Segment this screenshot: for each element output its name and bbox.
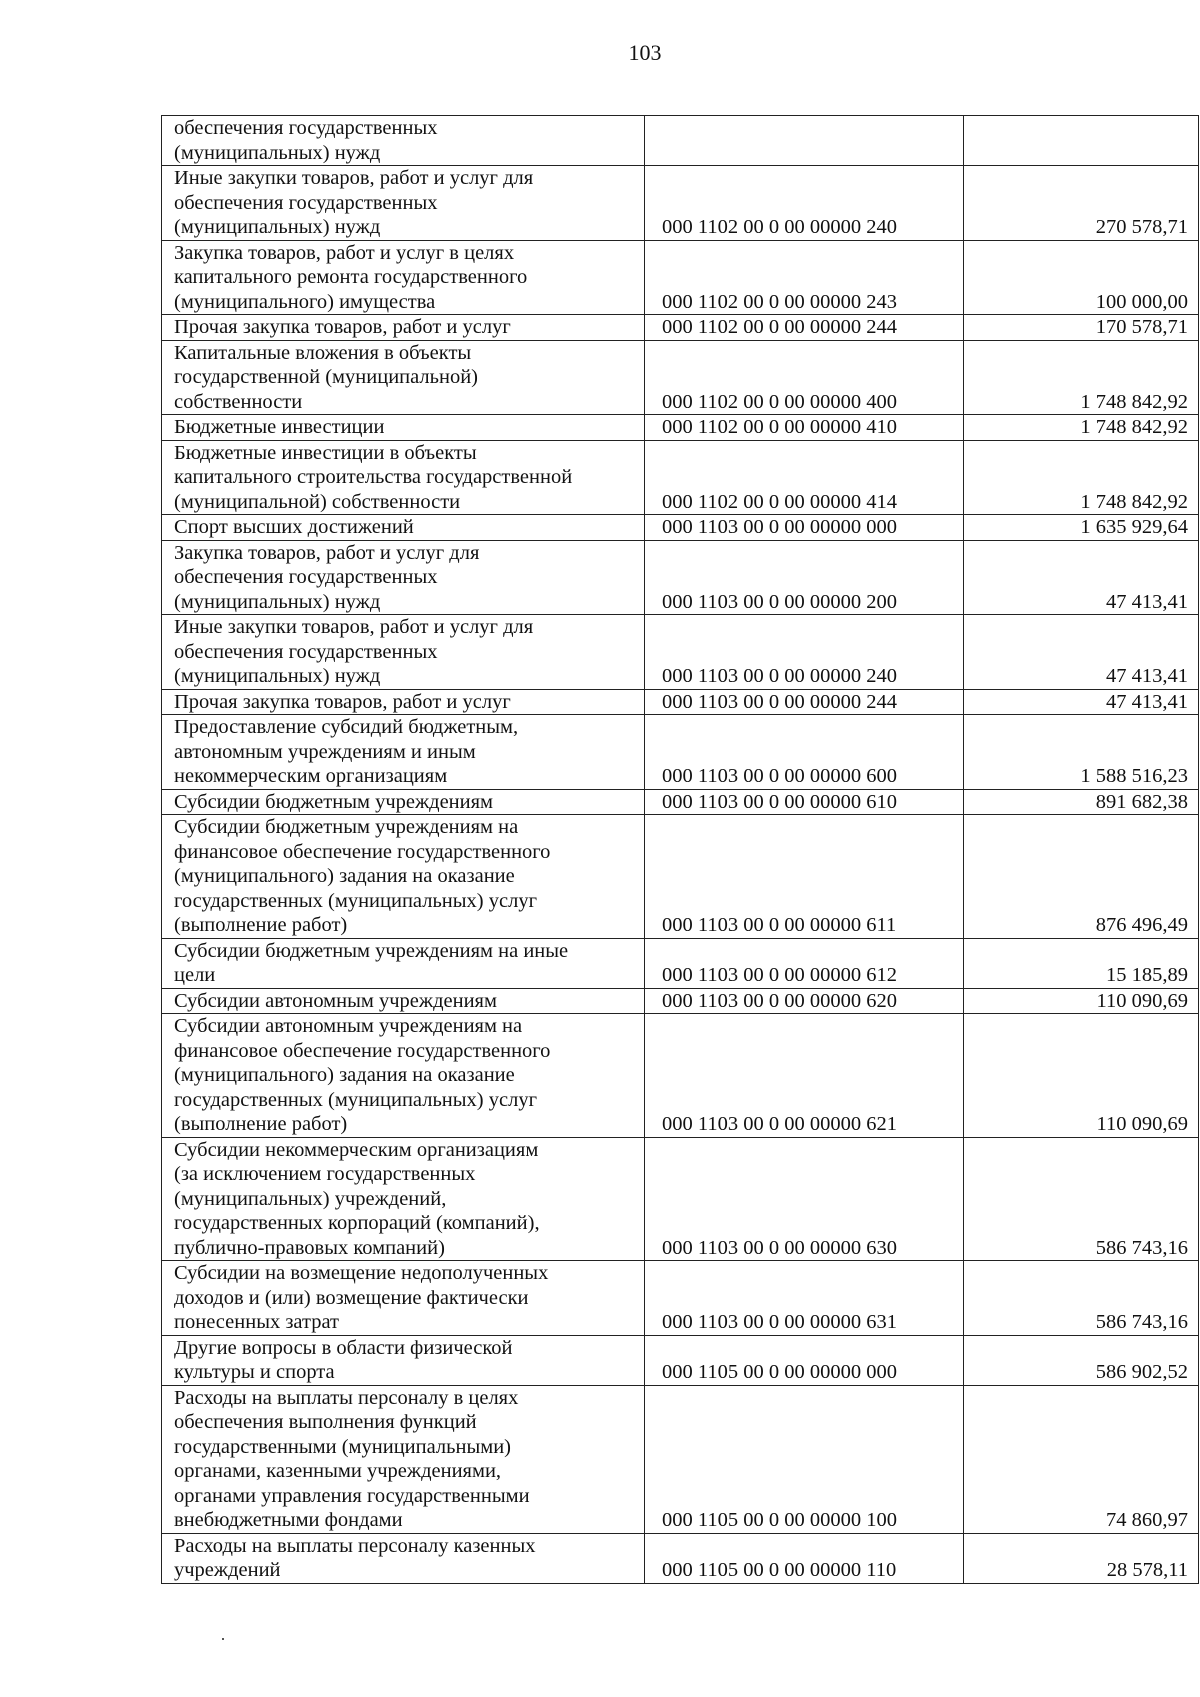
budget-table [161, 115, 1199, 1584]
expense-name-line: Другие вопросы в области физической [174, 1336, 513, 1359]
expense-name-line: государственных (муниципальных) услуг [174, 889, 537, 912]
expense-name-line: обеспечения государственных [174, 566, 438, 588]
expense-name-line: Бюджетные инвестиции в объекты [174, 441, 477, 464]
expense-name-cell [162, 540, 645, 615]
expense-name-line: государственных корпораций (компаний), [174, 1212, 540, 1234]
expense-name-cell [162, 715, 645, 790]
amount-cell: 110 090,69 [964, 1014, 1199, 1138]
amount-cell: 15 185,89 [964, 938, 1199, 988]
table-row [162, 1014, 1199, 1138]
expense-name-line: Спорт высших достижений [174, 516, 414, 538]
expense-name-cell [162, 116, 645, 166]
expense-name-cell [162, 1335, 645, 1385]
budget-code-cell: 000 1102 00 0 00 00000 414 [645, 440, 964, 515]
amount-cell: 1 588 516,23 [964, 715, 1199, 790]
expense-name-line: автономным учреждениям и иным [174, 740, 476, 763]
expense-name-line: собственности [174, 390, 303, 413]
table-row [162, 1533, 1199, 1583]
expense-name-line: обеспечения государственных [174, 640, 438, 663]
expense-name-line: (муниципального) имущества [174, 290, 436, 313]
expense-name-cell [162, 240, 645, 315]
expense-name-line: (выполнение работ) [174, 914, 348, 936]
amount-cell: 74 860,97 [964, 1385, 1199, 1533]
amount-cell: 170 578,71 [964, 315, 1199, 341]
expense-name-line: Прочая закупка товаров, работ и услуг [174, 690, 511, 713]
expense-name-line: Закупка товаров, работ и услуг для [174, 541, 480, 564]
expense-name-line: (муниципальных) нужд [174, 665, 381, 687]
amount-cell: 586 743,16 [964, 1137, 1199, 1261]
expense-name-cell [162, 815, 645, 939]
budget-code-cell: 000 1105 00 0 00 00000 110 [645, 1533, 964, 1583]
amount-cell: 1 748 842,92 [964, 415, 1199, 441]
budget-code-cell: 000 1103 00 0 00 00000 000 [645, 515, 964, 541]
expense-name-line: публично-правовых компаний) [174, 1236, 445, 1259]
amount-cell: 47 413,41 [964, 689, 1199, 715]
expense-name-line: Субсидии бюджетным учреждениям [174, 790, 494, 813]
page-number: 103 [628, 40, 662, 65]
expense-name-line: Закупка товаров, работ и услуг в целях [174, 241, 515, 264]
expense-name-cell [162, 938, 645, 988]
expense-name-cell [162, 440, 645, 515]
expense-name-line: доходов и (или) возмещение фактически [174, 1286, 529, 1309]
expense-name-line: органами управления государственными [174, 1484, 530, 1507]
expense-name-line: Расходы на выплаты персоналу казенных [174, 1534, 536, 1557]
expense-name-line: обеспечения выполнения функций [174, 1411, 477, 1433]
expense-name-line: понесенных затрат [174, 1311, 339, 1333]
expense-name-line: Иные закупки товаров, работ и услуг для [174, 616, 534, 638]
table-row [162, 1335, 1199, 1385]
expense-name-cell [162, 1261, 645, 1336]
amount-cell: 1 635 929,64 [964, 515, 1199, 541]
expense-name-line: Предоставление субсидий бюджетным, [174, 716, 519, 738]
expense-name-cell [162, 1385, 645, 1533]
expense-name-cell [162, 1014, 645, 1138]
table-row [162, 540, 1199, 615]
expense-name-line: финансовое обеспечение государственного [174, 1039, 551, 1062]
expense-name-line: (муниципальных) нужд [174, 216, 381, 238]
budget-code-cell: 000 1103 00 0 00 00000 600 [645, 715, 964, 790]
expense-name-line: Расходы на выплаты персоналу в целях [174, 1386, 519, 1409]
expense-name-line: цели [174, 964, 216, 986]
budget-code-cell: 000 1105 00 0 00 00000 000 [645, 1335, 964, 1385]
expense-name-line: государственной (муниципальной) [174, 366, 479, 388]
table-row [162, 240, 1199, 315]
expense-name-line: обеспечения государственных [174, 117, 438, 139]
budget-code-cell: 000 1103 00 0 00 00000 630 [645, 1137, 964, 1261]
table-row [162, 340, 1199, 415]
table-row [162, 166, 1199, 241]
table-row [162, 789, 1199, 815]
expense-name-line: (муниципальной) собственности [174, 490, 461, 513]
amount-cell: 586 902,52 [964, 1335, 1199, 1385]
expense-name-line: финансовое обеспечение государственного [174, 840, 551, 863]
table-row [162, 415, 1199, 441]
table-row [162, 515, 1199, 541]
budget-code-cell: 000 1103 00 0 00 00000 200 [645, 540, 964, 615]
table-row [162, 689, 1199, 715]
expense-name-line: (за исключением государственных [174, 1163, 476, 1185]
table-row [162, 315, 1199, 341]
budget-code-cell: 000 1103 00 0 00 00000 620 [645, 988, 964, 1014]
expense-name-line: капитального строительства государственной [174, 466, 573, 488]
expense-name-line: (муниципальных) нужд [174, 590, 381, 613]
budget-code-cell: 000 1103 00 0 00 00000 631 [645, 1261, 964, 1336]
table-row [162, 815, 1199, 939]
budget-code-cell: 000 1102 00 0 00 00000 240 [645, 166, 964, 241]
expense-name-line: Субсидии бюджетным учреждениям на иные [174, 939, 569, 962]
table-body [162, 116, 1199, 1584]
expense-name-line: Субсидии автономным учреждениям [174, 989, 497, 1012]
budget-code-cell: 000 1103 00 0 00 00000 612 [645, 938, 964, 988]
budget-code-cell: 000 1103 00 0 00 00000 621 [645, 1014, 964, 1138]
amount-cell: 270 578,71 [964, 166, 1199, 241]
expense-name-line: некоммерческим организациям [174, 765, 448, 787]
amount-cell [964, 116, 1199, 166]
budget-code-cell: 000 1102 00 0 00 00000 243 [645, 240, 964, 315]
expense-name-cell [162, 1533, 645, 1583]
budget-code-cell: 000 1102 00 0 00 00000 410 [645, 415, 964, 441]
expense-name-cell [162, 415, 645, 441]
expense-name-cell [162, 689, 645, 715]
expense-name-line: Субсидии на возмещение недополученных [174, 1262, 549, 1284]
table-row [162, 440, 1199, 515]
budget-code-cell [645, 116, 964, 166]
expense-name-line: органами, казенными учреждениями, [174, 1460, 502, 1482]
amount-cell: 1 748 842,92 [964, 340, 1199, 415]
expense-name-line: Субсидии автономным учреждениям на [174, 1015, 523, 1037]
scan-speck [222, 1638, 224, 1640]
budget-code-cell: 000 1102 00 0 00 00000 244 [645, 315, 964, 341]
amount-cell: 47 413,41 [964, 615, 1199, 690]
expense-name-cell [162, 166, 645, 241]
expense-name-cell [162, 1137, 645, 1261]
table-row [162, 1137, 1199, 1261]
expense-name-line: (муниципальных) нужд [174, 141, 381, 164]
expense-name-line: (муниципального) задания на оказание [174, 865, 515, 887]
amount-cell: 110 090,69 [964, 988, 1199, 1014]
expense-name-cell [162, 340, 645, 415]
expense-name-line: (муниципального) задания на оказание [174, 1064, 515, 1086]
expense-name-line: учреждений [174, 1559, 281, 1581]
table-row [162, 615, 1199, 690]
table-row [162, 938, 1199, 988]
table-row [162, 988, 1199, 1014]
expense-name-line: Прочая закупка товаров, работ и услуг [174, 316, 511, 338]
budget-code-cell: 000 1103 00 0 00 00000 610 [645, 789, 964, 815]
budget-code-cell: 000 1105 00 0 00 00000 100 [645, 1385, 964, 1533]
amount-cell: 876 496,49 [964, 815, 1199, 939]
amount-cell: 586 743,16 [964, 1261, 1199, 1336]
budget-code-cell: 000 1103 00 0 00 00000 244 [645, 689, 964, 715]
expense-name-cell [162, 315, 645, 341]
amount-cell: 1 748 842,92 [964, 440, 1199, 515]
amount-cell: 100 000,00 [964, 240, 1199, 315]
table-row [162, 1385, 1199, 1533]
amount-cell: 47 413,41 [964, 540, 1199, 615]
budget-code-cell: 000 1103 00 0 00 00000 240 [645, 615, 964, 690]
expense-name-line: культуры и спорта [174, 1361, 335, 1383]
expense-name-line: обеспечения государственных [174, 191, 438, 214]
amount-cell: 28 578,11 [964, 1533, 1199, 1583]
expense-name-line: Иные закупки товаров, работ и услуг для [174, 167, 534, 189]
expense-name-line: (выполнение работ) [174, 1113, 348, 1135]
expense-name-line: Капитальные вложения в объекты [174, 341, 472, 364]
expense-name-line: государственными (муниципальными) [174, 1435, 511, 1458]
expense-name-line: Субсидии бюджетным учреждениям на [174, 816, 519, 838]
table-row [162, 1261, 1199, 1336]
expense-name-line: государственных (муниципальных) услуг [174, 1088, 537, 1111]
table-row [162, 715, 1199, 790]
expense-name-cell [162, 615, 645, 690]
expense-name-line: капитального ремонта государственного [174, 266, 528, 288]
budget-code-cell: 000 1103 00 0 00 00000 611 [645, 815, 964, 939]
budget-code-cell: 000 1102 00 0 00 00000 400 [645, 340, 964, 415]
expense-name-line: внебюджетными фондами [174, 1509, 403, 1531]
expense-name-line: Бюджетные инвестиции [174, 416, 385, 438]
table-row [162, 116, 1199, 166]
expense-name-line: (муниципальных) учреждений, [174, 1187, 447, 1210]
expense-name-cell [162, 988, 645, 1014]
expense-name-cell [162, 515, 645, 541]
expense-name-cell [162, 789, 645, 815]
expense-name-line: Субсидии некоммерческим организациям [174, 1138, 539, 1161]
amount-cell: 891 682,38 [964, 789, 1199, 815]
